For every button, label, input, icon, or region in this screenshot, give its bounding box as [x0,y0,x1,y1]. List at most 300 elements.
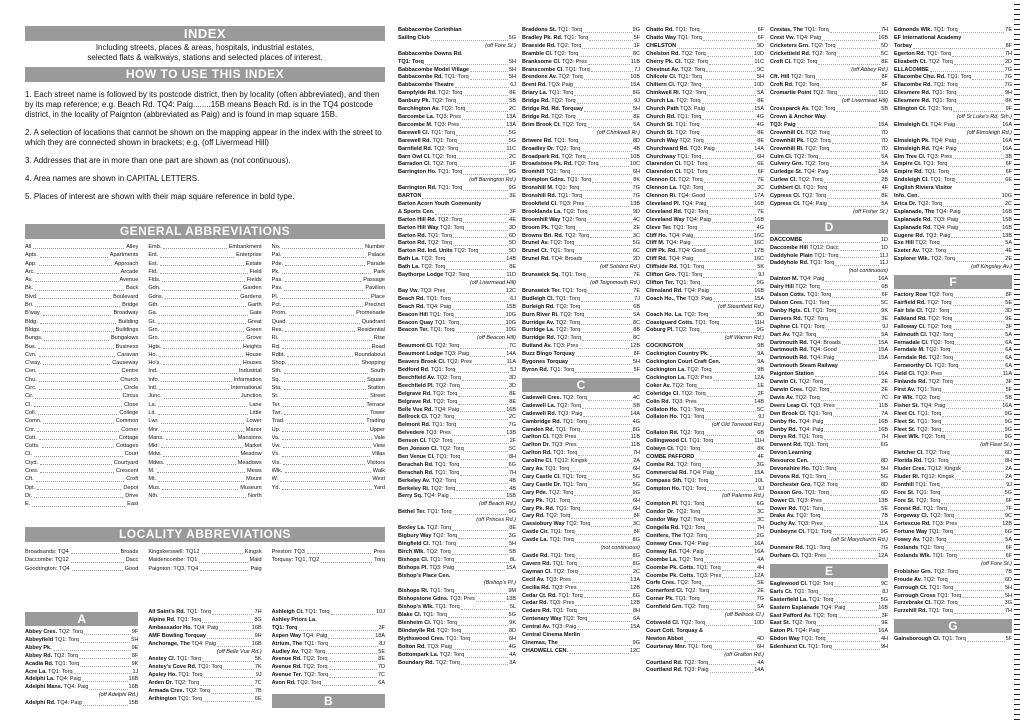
map-reference: 8E [509,398,516,405]
entry-name [398,493,449,501]
entry-name [398,446,464,454]
entry-locality: TQ2: Torq [683,588,710,595]
entry-locality: TQ4: Good [676,193,706,200]
entry-locality: TQ2: Torq [916,200,943,207]
entry-name [522,27,582,35]
leader-dots [589,35,632,41]
entry-name: (off Old Torwood Rd.) [711,422,764,429]
street-name: Crownhill Ri. [770,145,804,152]
street-name: Abbeyfield [25,636,54,643]
entry-locality: TQ1: Torq [681,169,708,176]
abbreviation-key: M. [148,468,155,475]
street-name: Crownhill Pk. [770,137,805,144]
abbreviation-value: Pres [373,549,385,555]
leader-dots [575,367,633,373]
index-entry [398,27,516,35]
leader-dots [285,467,371,473]
index-entry [646,573,764,581]
entry-name [398,264,445,272]
entry-name: (off Kingsley Av.) [971,264,1012,271]
howto-point-2: 2. A selection of locations that cannot be shown on the mapping appear in the index with the street to which they are connected shown in brackets; e.g. (off Livermead Hill) [25,128,382,147]
leader-dots [837,51,880,57]
street-name: Fleet Ct. [894,410,916,417]
index-entry [522,217,640,225]
abbreviation-key: Bus. [25,343,37,350]
entry-locality: TQ2: Torq [436,90,463,97]
map-reference: 7H [756,525,764,532]
leader-dots [199,556,247,562]
entry-name [770,161,829,169]
map-reference: 12C [505,287,516,294]
street-name: Babbacombe Downs Rd. [398,50,463,57]
entry-locality: TQ2: Torq [790,331,817,338]
street-name: Dainton M. [770,276,799,283]
entry-locality: TQ2: Torq [435,627,462,634]
entry-name [522,648,568,656]
index-entry [398,588,516,596]
index-entry [646,620,764,628]
leader-dots [830,169,878,175]
entry-name [148,672,202,680]
street-name: Bolton Rd. [398,643,426,650]
index-entry [894,316,1012,324]
index-entry [522,98,640,106]
abbreviation-row [272,401,385,409]
map-reference: 8H [632,608,640,615]
map-reference: 5B [1005,394,1012,401]
street-name: Burridge La. [522,327,555,334]
leader-dots [830,161,880,167]
index-entry [522,498,640,506]
entry-locality: TQ2: Torq [682,659,709,666]
leader-dots [828,185,880,191]
entry-name [522,403,581,411]
map-reference: 15A [878,121,888,128]
map-reference: 12B [630,584,640,591]
entry-name [25,629,83,637]
index-entry [894,98,1012,106]
leader-dots [951,347,1004,353]
entry-name [894,308,949,316]
map-reference: 8C [632,335,640,342]
index-entry [398,367,516,375]
map-reference: 5A [881,200,888,207]
street-name: Fisher St. [894,402,920,409]
map-reference: 16B [878,34,888,41]
street-name: Fernworthy Cl. [894,363,933,370]
map-reference: 10G [505,311,516,318]
index-entry [894,371,1012,379]
index-entry [522,146,640,154]
entry-name [646,351,709,359]
index-entry [148,633,261,641]
entry-locality: TQ2: Torq [432,145,459,152]
map-reference: 8F [881,74,888,81]
map-reference: 10G [505,319,516,326]
index-entry [894,185,1012,193]
map-reference: 9M [508,588,516,595]
street-name: Beacon Hill [398,311,428,318]
leader-dots [460,407,505,413]
entry-name: (off Warren Rd.) [724,335,764,342]
index-entry [894,82,1012,90]
entry-locality: TQ1: Torq [915,410,942,417]
index-entry [398,501,516,509]
abbreviation-key: Shop. [271,360,287,367]
entry-name [894,395,940,403]
entry-name [646,525,705,533]
entry-locality: TQ1: Torq [53,660,80,667]
leader-dots [581,296,633,302]
leader-dots [953,316,1004,322]
entry-name [646,549,704,557]
entry-name [894,98,956,106]
abbreviation-row [25,318,138,326]
entry-name [398,256,445,264]
index-entry [25,637,138,645]
leader-dots [39,376,118,382]
index-entry [272,609,385,617]
entry-locality: TQ4: Paig [677,548,704,555]
street-name: TQ1: Torq [398,58,424,65]
abbreviation-row [148,243,261,251]
index-entry [894,43,1012,51]
map-reference: 5A [757,90,764,97]
entry-name [398,248,478,256]
index-entry [770,427,888,435]
abbreviation-row [25,475,138,483]
entry-locality: TQ2: Torq [927,355,954,362]
street-name: Durham Cl. [770,553,800,559]
map-reference: 12B [630,600,640,607]
map-reference: 7G [632,193,640,200]
map-reference: 5C [756,406,764,413]
abbreviation-value: Terrace [366,401,385,408]
map-reference: 11B [630,58,640,65]
entry-locality: TQ3: Pres [418,287,446,294]
a-entries-3 [272,609,385,688]
entry-name [398,98,456,106]
map-reference: 9B [757,366,764,373]
street-name: Cleveland Rd. [646,208,683,215]
leader-dots [701,280,756,286]
entry-locality: TQ2: Torq [679,66,705,73]
entry-locality: TQ2: Torq [551,568,578,575]
entry-locality: TQ2: Torq [927,292,953,299]
abbreviation-value: Houses [242,360,262,367]
leader-dots [954,379,1005,385]
entry-name [894,122,955,130]
abbreviation-value: Bungalows [110,335,139,342]
street-name: Cypress Cl. [770,193,801,200]
street-name: Carlton Cl. [522,434,550,441]
entry-name [398,51,462,59]
leader-dots [217,641,251,647]
index-entry [770,371,888,379]
map-reference: 8J [379,640,385,647]
index-entry [398,201,516,209]
column-8-entries-g [894,636,1012,644]
index-entry [646,90,764,98]
column-7-entries-d [770,237,888,561]
entry-locality: TQ3: Pres [549,434,577,441]
entry-name [522,154,586,162]
entry-name [398,407,459,415]
entry-name [646,565,721,573]
map-reference: 8H [1004,458,1012,465]
street-name: Colin Rd. [646,398,671,405]
entry-name: (off Livermead Hill) [841,98,888,105]
index-entry [522,608,640,616]
leader-dots [453,240,508,246]
abbreviation-value: Boulevard [113,293,139,300]
leader-dots [578,450,632,456]
map-reference: 4G [508,643,516,650]
abbreviation-key: Pk. [271,268,280,275]
abbreviation-row [272,293,385,301]
leader-dots [34,401,122,407]
entry-name [398,312,454,320]
leader-dots [954,332,1004,338]
index-entry [646,517,764,525]
map-reference: 2F [509,438,516,445]
map-reference: 14B [506,256,516,263]
entry-name [894,600,958,608]
leader-dots [470,67,508,73]
index-intro [25,26,385,210]
entry-name [398,525,451,533]
abbreviation-value: Field [249,268,262,275]
leader-dots [705,430,756,436]
howto-point-1: 1. Each street name is followed by its postcode district, then by locality (often abbreviated), and then by its map reference; e.g. Beach Rd. TQ4: Paig........15B means Beach Rd. is in the TQ4 postcode district, in the locality of Paignton (abbreviated as Paig) and is found in map square 15B. [25,90,380,119]
leader-dots [588,458,632,464]
street-name: Arden Dr. [148,680,174,687]
entry-locality: TQ2: Torq [682,208,709,215]
street-name: Broom Pk. [522,224,550,231]
leader-dots [287,417,365,423]
abbreviation-key: Bk. [25,285,34,292]
entry-locality: TQ3: Pres [925,153,952,160]
street-name: Forest Rd. [894,505,922,512]
abbreviation-row [272,548,385,556]
map-reference: 8D [880,458,888,465]
leader-dots [577,624,629,630]
map-reference: 5F [1005,636,1012,643]
leader-dots [722,565,756,571]
street-name: Byron Rd. [522,366,549,373]
entry-name [522,35,588,43]
street-name: Barton Rd. Ind. Units [398,248,453,255]
street-name: Crownhill Ct. [770,129,804,136]
leader-dots [954,355,1004,361]
index-entry [894,474,1012,482]
street-name: Cliff Pk. Rd. [646,248,677,255]
entry-name [646,573,721,581]
entry-locality: TQ1: Torq [671,224,698,231]
entry-name [894,450,950,458]
entry-locality: TQ2: Torq [561,616,588,623]
map-reference: 10J [376,609,385,615]
abbreviation-key: Blvd. [25,293,38,300]
abbreviation-key: Av. [25,277,33,284]
street-name: Bygones Torquay [522,359,569,366]
abbreviation-value: Gardens [240,293,262,300]
leader-dots [571,169,632,175]
map-reference: 6B [881,284,888,291]
street-name: Newton Abbot [646,635,684,642]
abbreviation-key: Yd. [271,484,281,491]
entry-locality: TQ1: Torq [940,636,966,643]
map-reference: 4E [1005,248,1012,255]
entry-name [646,604,709,612]
abbreviation-row [148,484,261,492]
entry-locality: TQ4: Paig [62,684,89,691]
abbreviation-row [272,318,385,326]
index-entry [770,146,888,154]
leader-dots [282,484,372,490]
entry-name [272,680,322,688]
leader-dots [161,376,231,382]
index-entry [894,169,1012,177]
leader-dots [722,573,753,579]
leader-dots [823,498,877,504]
map-reference: 10D [753,50,764,57]
abbreviation-value: Garden [242,285,262,292]
entry-name [522,506,580,514]
index-entry [770,355,888,363]
index-entry [398,604,516,612]
entry-name [770,51,836,59]
leader-dots [164,392,239,398]
entry-locality: TQ2: Torq [920,537,947,544]
leader-dots [821,395,880,401]
abbreviation-value: Industrial [238,368,262,375]
street-name: Cadewell Rd. [522,410,557,417]
entry-name [770,644,832,652]
abbreviation-value: Gate [249,310,262,317]
leader-dots [701,27,757,33]
map-reference: 3F [1005,379,1012,386]
leader-dots [833,644,880,650]
entry-name [894,43,912,51]
entry-locality: TQ2: Torq [57,629,83,635]
entry-locality: TQ1: Torq [553,185,580,192]
street-name: Brunswick Ter. [522,287,561,294]
street-name: Broomhill Way [522,216,561,223]
leader-dots [158,401,247,407]
index-entry [522,553,640,561]
entry-locality: TQ1: Torq [678,406,705,413]
index-entry [770,43,888,51]
leader-dots [677,43,756,49]
leader-dots [452,525,508,531]
street-name: Church St. [646,121,674,128]
leader-dots [32,500,125,506]
map-reference: 7H [632,450,640,457]
entry-name [770,403,835,411]
entry-locality: TQ4: Paig [808,355,835,362]
leader-dots [204,672,255,678]
abbreviation-row [272,251,385,259]
entry-locality: TQ2: Torq [923,307,950,314]
index-entry [398,169,516,177]
street-name: All Saint's Rd. [148,609,186,615]
leader-dots [288,359,359,365]
locality-abbreviations-title: LOCALITY ABBREVIATIONS [25,527,385,542]
map-reference: 5G [508,129,516,136]
column-5-entries-c [522,395,640,656]
map-reference: 7G [1004,66,1012,73]
abbreviation-row [148,268,261,276]
leader-dots [425,59,508,65]
map-reference: 9F [131,629,139,635]
map-reference: 8G [632,537,640,544]
index-entry [894,114,1012,122]
entry-name [646,509,700,517]
index-entry [398,359,516,367]
entry-locality: TQ1: Torq [430,540,456,547]
abbreviation-row [272,351,385,359]
entry-name [646,391,706,399]
entry-locality: TQ12: Kingsk [919,473,955,480]
index-entry [894,403,1012,411]
leader-dots [588,482,632,488]
street-name: Bishops Pl. [398,564,428,571]
entry-locality: TQ2: Torq [931,600,958,607]
map-reference: 8F [633,529,640,536]
street-name: Barnfield Rd. [398,145,433,152]
index-entry [894,411,1012,419]
leader-dots [583,256,632,262]
entry-locality: TQ2: Torq [670,382,697,389]
street-name: Cockington Court Craft Cen. [646,359,721,366]
leader-dots [463,169,507,175]
leader-dots [698,225,755,231]
leader-dots [43,326,114,332]
street-name: Castle Cir. [522,529,549,536]
map-reference: 9B [757,343,764,350]
abbreviation-key: Mans. [148,434,164,441]
entry-name [770,43,836,51]
abbreviation-key: Ri. [271,335,279,342]
leader-dots [827,474,880,480]
leader-dots [458,138,508,144]
entry-locality: TQ1: Torq [302,640,328,647]
abbreviation-value: Kingsk [244,549,262,555]
entry-locality: TQ1: Torq [428,556,455,563]
entry-name [894,248,946,256]
abbreviation-value: Paig [250,565,262,572]
entry-locality: TQ2: Torq [431,398,458,405]
map-reference: 2A [1005,473,1012,480]
street-name: TQ1: Torq [271,624,298,631]
index-entry [398,327,516,335]
entry-name [646,407,704,415]
index-entry [894,545,1012,553]
street-name: Avenue Rd. [271,664,302,671]
map-reference: 8E [633,113,640,120]
abbreviation-key: Mdw. [148,451,162,458]
street-name: Culm Cl. [770,153,793,160]
index-entry [894,154,1012,162]
leader-dots [74,669,132,675]
entry-locality: TQ4: Paig [687,469,715,476]
leader-dots [281,334,372,340]
entry-name [770,260,834,268]
leader-dots [705,549,754,555]
map-reference: 11A [1002,371,1012,378]
street-name: Central Cinema Merlin [522,632,581,639]
